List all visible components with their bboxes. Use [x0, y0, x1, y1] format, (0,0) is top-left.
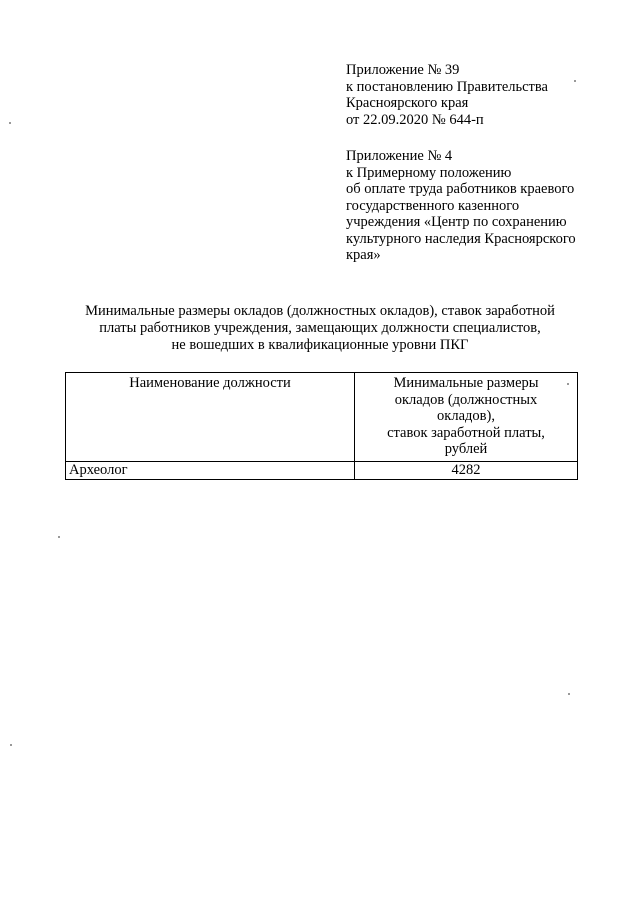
appendix-39-line: Красноярского края	[346, 95, 469, 111]
table-header-row	[66, 373, 578, 462]
salary-table	[65, 372, 578, 480]
appendix-4-line: государственного казенного	[346, 197, 520, 214]
table-row	[66, 462, 578, 480]
appendix-4-line: к Примерному положению	[346, 164, 512, 181]
document-title	[60, 303, 580, 354]
appendix-39-line: к постановлению Правительства	[346, 78, 548, 95]
cell-position: Археолог	[66, 462, 355, 480]
header-minimum-salary	[355, 373, 578, 462]
scan-speck	[58, 536, 60, 538]
appendix-4-line: края»	[346, 247, 381, 263]
appendix-4-header	[346, 148, 576, 264]
appendix-4-line: учреждения «Центр по сохранению	[346, 214, 567, 230]
title-line: Минимальные размеры окладов (должностных окладов), ставок заработной	[85, 303, 555, 319]
scan-speck	[10, 744, 12, 746]
title-line: платы работников учреждения, замещающих должности специалистов,	[99, 320, 541, 336]
header-salary-line: окладов (должностных	[394, 391, 538, 408]
appendix-4-line: об оплате труда работников краевого	[346, 181, 575, 197]
scan-speck	[568, 693, 570, 695]
title-line: не вошедших в квалификационные уровни ПКГ	[171, 337, 469, 353]
cell-salary: 4282	[355, 462, 578, 480]
appendix-4-line: Приложение № 4	[346, 148, 453, 164]
scan-speck	[574, 80, 576, 82]
header-salary-line: рублей	[444, 441, 488, 457]
header-position-name: Наименование должности	[66, 373, 355, 462]
header-salary-line: ставок заработной платы,	[387, 424, 545, 441]
scan-speck	[9, 122, 11, 124]
appendix-39-header	[346, 62, 548, 128]
scan-speck	[567, 383, 569, 385]
appendix-39-line: Приложение № 39	[346, 62, 460, 78]
header-salary-line: Минимальные размеры	[393, 375, 539, 391]
header-salary-line: окладов),	[437, 408, 495, 424]
appendix-4-line: культурного наследия Красноярского	[346, 230, 576, 247]
appendix-39-line: от 22.09.2020 № 644-п	[346, 111, 484, 128]
